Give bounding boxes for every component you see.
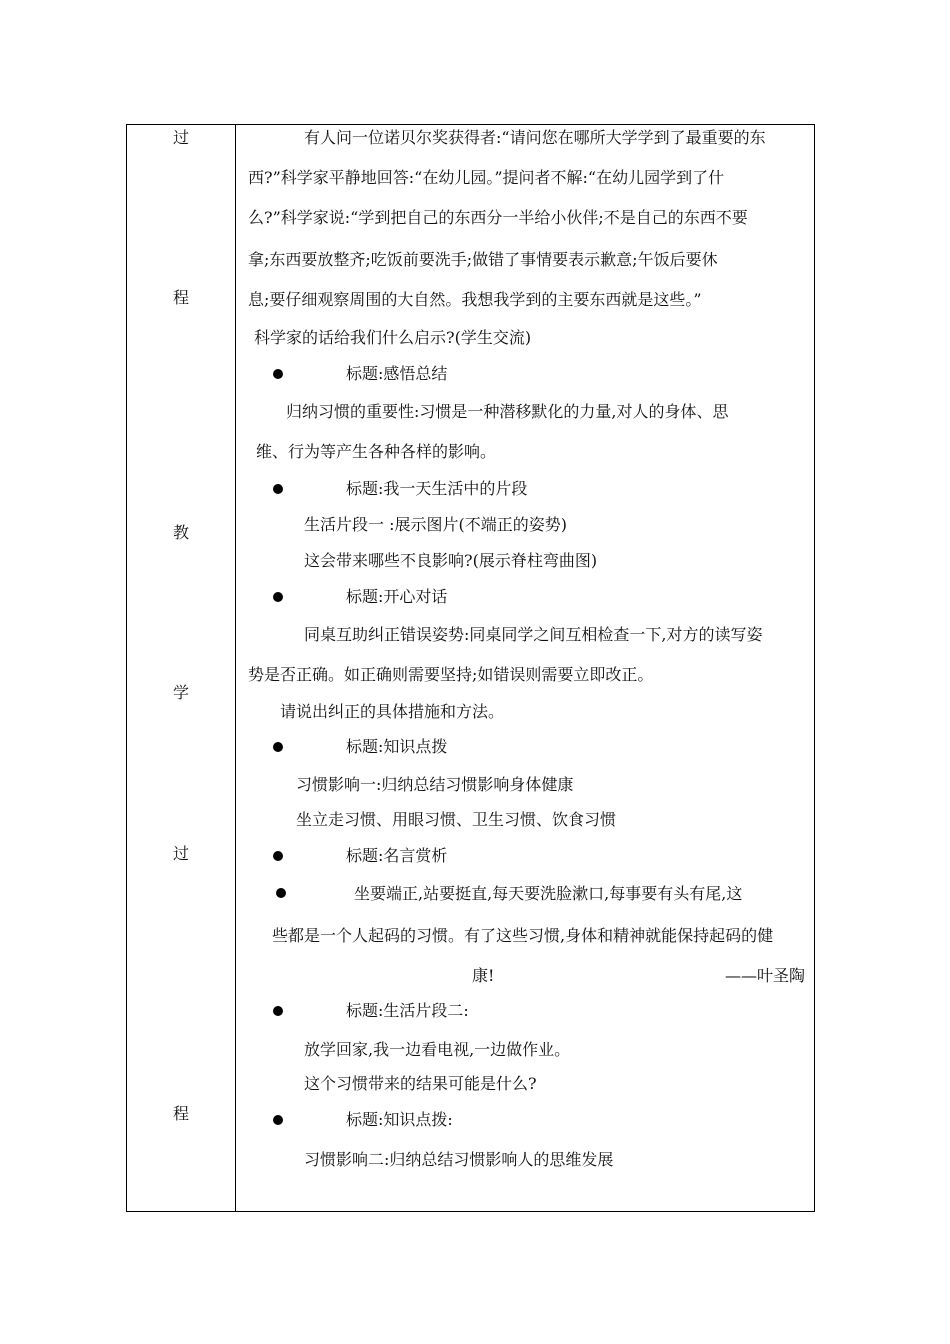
section-title: 标题:开心对话 [346, 587, 448, 606]
bullet-icon [273, 851, 283, 861]
quote-author: ——叶圣陶 [724, 966, 805, 985]
section-title: 标题:知识点拨 [346, 737, 448, 756]
section-title: 标题:名言赏析 [346, 846, 448, 865]
body-line: 坐立走习惯、用眼习惯、卫生习惯、饮食习惯 [296, 810, 617, 829]
bullet-icon [276, 888, 286, 898]
column-label: 过 [172, 128, 189, 147]
story-line: 有人问一位诺贝尔奖获得者:“请问您在哪所大学学到了最重要的东 [304, 128, 766, 147]
column-label: 过 [172, 844, 189, 863]
quote-line: 康! [472, 966, 495, 985]
bullet-icon [273, 742, 283, 752]
column-label: 学 [172, 683, 189, 702]
bullet-icon [273, 1006, 283, 1016]
body-line: 放学回家,我一边看电视,一边做作业。 [304, 1040, 571, 1059]
quote-line: 些都是一个人起码的习惯。有了这些习惯,身体和精神就能保持起码的健 [272, 926, 774, 945]
story-line: 么?”科学家说:“学到把自己的东西分一半给小伙伴;不是自己的东西不要 [248, 208, 748, 227]
quote-line: 坐要端正,站要挺直,每天要洗脸漱口,每事要有头有尾,这 [354, 884, 743, 903]
story-line: 西?”科学家平静地回答:“在幼儿园。”提问者不解:“在幼儿园学到了什 [248, 168, 725, 187]
column-label: 程 [172, 288, 189, 307]
column-label: 教 [172, 523, 189, 542]
section-title: 标题:生活片段二: [346, 1001, 469, 1020]
body-line: 习惯影响一:归纳总结习惯影响身体健康 [296, 775, 574, 794]
body-line: 生活片段一 :展示图片(不端正的姿势) [304, 515, 567, 534]
body-line: 这会带来哪些不良影响?(展示脊柱弯曲图) [304, 551, 598, 570]
bullet-icon [273, 592, 283, 602]
body-line: 请说出纠正的具体措施和方法。 [280, 702, 505, 721]
bullet-icon [273, 369, 283, 379]
question-line: 科学家的话给我们什么启示?(学生交流) [254, 328, 532, 347]
body-line: 维、行为等产生各种各样的影响。 [256, 442, 497, 461]
section-title: 标题:知识点拨: [346, 1110, 453, 1129]
story-line: 拿;东西要放整齐;吃饭前要洗手;做错了事情要表示歉意;午饭后要休 [248, 250, 718, 269]
story-line: 息;要仔细观察周围的大自然。我想我学到的主要东西就是这些。” [248, 290, 702, 309]
column-label: 程 [172, 1104, 189, 1123]
body-line: 习惯影响二:归纳总结习惯影响人的思维发展 [304, 1150, 614, 1169]
body-line: 同桌互助纠正错误姿势:同桌同学之间互相检查一下,对方的读写姿 [304, 625, 763, 644]
section-title: 标题:我一天生活中的片段 [346, 479, 528, 498]
bullet-icon [273, 1115, 283, 1125]
section-title: 标题:感悟总结 [346, 364, 448, 383]
body-line: 这个习惯带来的结果可能是什么? [304, 1074, 537, 1093]
body-line: 势是否正确。如正确则需要坚持;如错误则需要立即改正。 [248, 665, 654, 684]
body-line: 归纳习惯的重要性:习惯是一种潜移默化的力量,对人的身体、思 [286, 402, 729, 421]
bullet-icon [273, 484, 283, 494]
